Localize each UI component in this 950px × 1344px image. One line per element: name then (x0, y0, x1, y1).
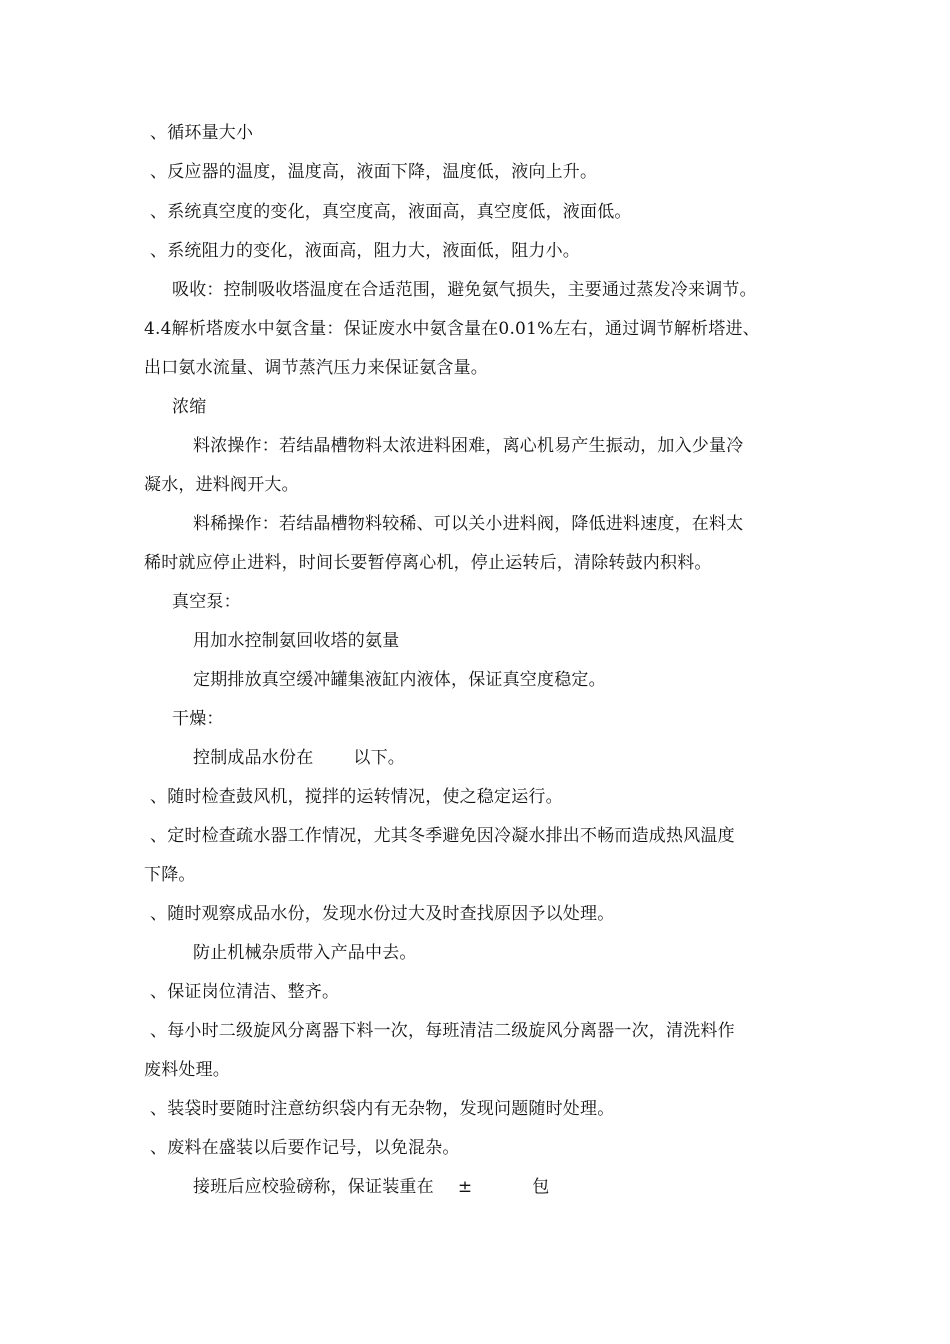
text-line: 、系统阻力的变化，液面高，阻力大，液面低，阻力小。 (150, 241, 580, 261)
text-line: 、循环量大小 (150, 123, 254, 143)
text-line: 、废料在盛装以后要作记号，以免混杂。 (150, 1138, 460, 1158)
plus-minus-sign: ± (457, 1177, 473, 1197)
text-line: 吸收：控制吸收塔温度在合适范围，避免氨气损失，主要通过蒸发冷来调节。 (172, 280, 757, 300)
text-line: 、每小时二级旋风分离器下料一次，每班清洁二级旋风分离器一次，清洗料作 (150, 1021, 735, 1041)
text-line: 料稀操作：若结晶槽物料较稀、可以关小进料阀，降低进料速度，在料太 (193, 514, 744, 534)
text-line: 凝水，进料阀开大。 (144, 475, 299, 495)
text-line: 废料处理。 (144, 1060, 230, 1080)
section-heading: 真空泵： (172, 592, 241, 612)
text-line: 下降。 (144, 865, 196, 885)
text-line: 、随时观察成品水份，发现水份过大及时查找原因予以处理。 (150, 904, 615, 924)
section-heading: 干燥： (172, 709, 224, 729)
text-segment: 控制成品水份在 (193, 748, 314, 768)
text-line: 、保证岗位清洁、整齐。 (150, 982, 340, 1002)
text-line: 、定时检查疏水器工作情况，尤其冬季避免因冷凝水排出不畅而造成热风温度 (150, 826, 735, 846)
text-line (193, 1176, 549, 1198)
text-line: 出口氨水流量、调节蒸汽压力来保证氨含量。 (144, 358, 488, 378)
text-line: 定期排放真空缓冲罐集液缸内液体，保证真空度稳定。 (193, 670, 606, 690)
text-line: 、随时检查鼓风机，搅拌的运转情况，使之稳定运行。 (150, 787, 563, 807)
text-line: 用加水控制氨回收塔的氨量 (193, 631, 400, 651)
text-line: 防止机械杂质带入产品中去。 (193, 943, 417, 963)
text-segment: 接班后应校验磅称，保证装重在 (193, 1177, 434, 1197)
text-segment: 以下。 (353, 748, 406, 768)
text-line: 、系统真空度的变化，真空度高，液面高，真空度低，液面低。 (150, 202, 632, 222)
text-segment: 包 (532, 1177, 550, 1197)
section-heading: 浓缩 (172, 397, 207, 417)
text-line: 、反应器的温度，温度高，液面下降，温度低，液向上升。 (150, 162, 598, 182)
text-line: 、装袋时要随时注意纺织袋内有无杂物，发现问题随时处理。 (150, 1099, 615, 1119)
text-line (193, 747, 405, 769)
text-line: 4.4解析塔废水中氨含量：保证废水中氨含量在0.01%左右，通过调节解析塔进、 (144, 319, 760, 339)
text-line: 稀时就应停止进料，时间长要暂停离心机，停止运转后，清除转鼓内积料。 (144, 553, 712, 573)
text-line: 料浓操作：若结晶槽物料太浓进料困难，离心机易产生振动，加入少量冷 (193, 436, 744, 456)
